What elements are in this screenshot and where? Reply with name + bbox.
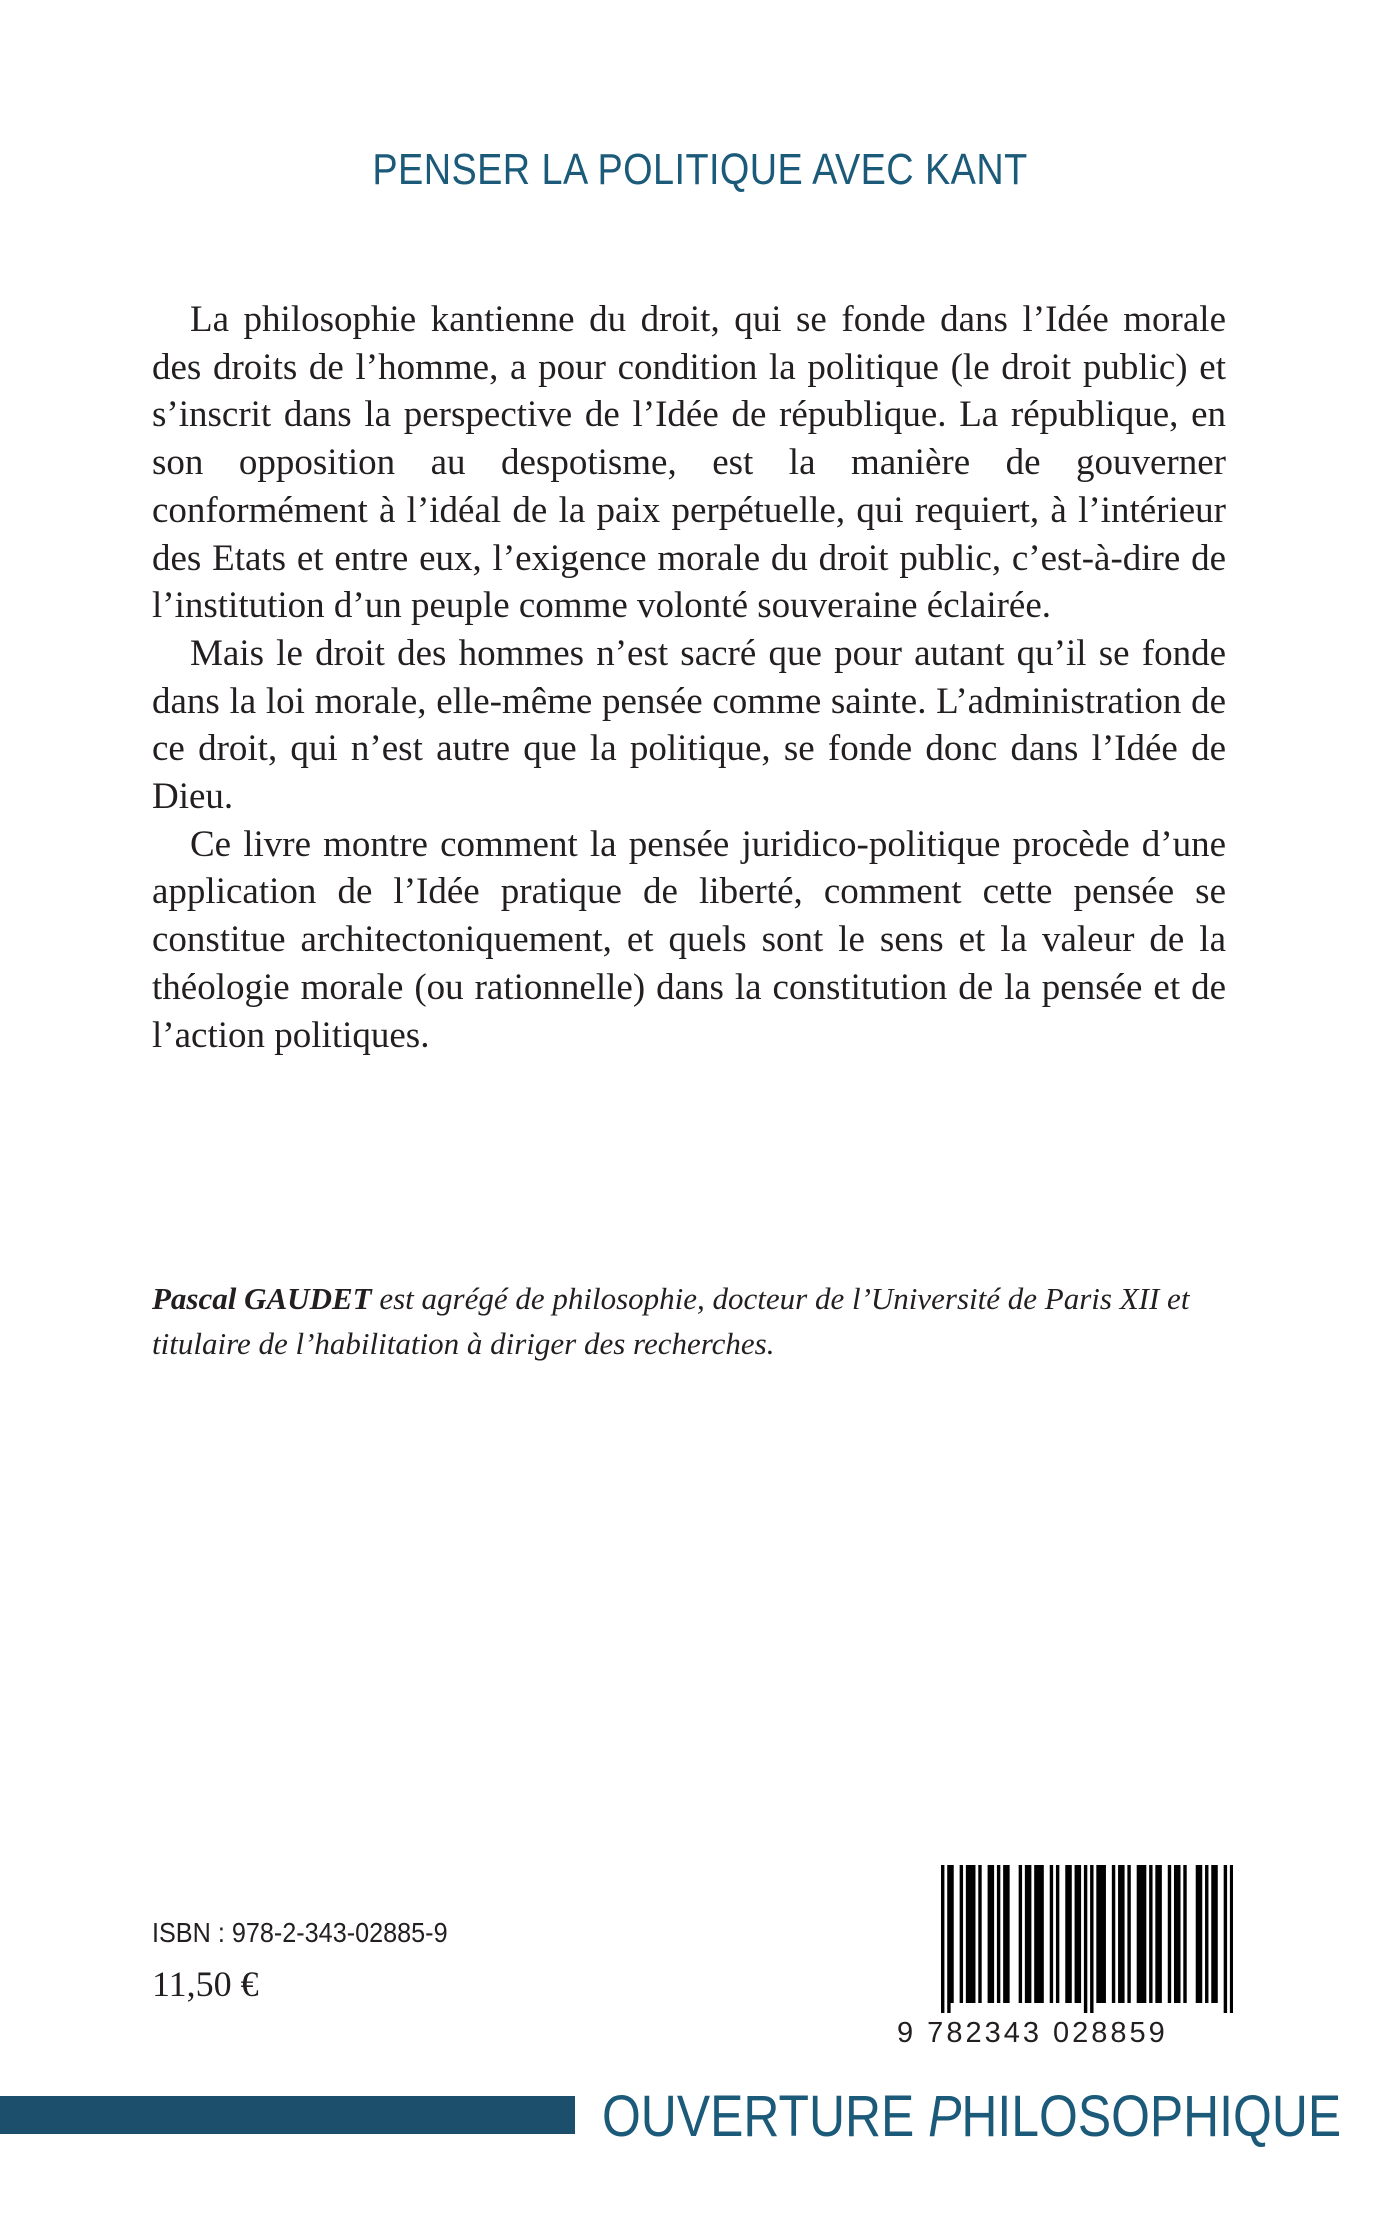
barcode-bar (1065, 1865, 1068, 2003)
barcode-bar (1099, 1865, 1102, 2003)
barcode-bar (1149, 1865, 1152, 2003)
barcode-bar (1068, 1865, 1071, 2003)
barcode-bar (1174, 1865, 1177, 2003)
barcode-bar (1168, 1865, 1171, 2003)
barcode-bar (1103, 1865, 1106, 2003)
collection-name-italic: P (928, 2084, 962, 2149)
barcode-bar (1050, 1865, 1053, 2003)
barcode-bar (1112, 1865, 1115, 2003)
barcode-bar (1121, 1865, 1124, 2003)
barcode-bar (1127, 1865, 1130, 2003)
collection-name-suffix: HILOSOPHIQUE (961, 2084, 1342, 2149)
collection-name (602, 2083, 1341, 2150)
back-cover-blurb (152, 296, 1226, 1059)
barcode-bar (1019, 1865, 1022, 2003)
barcode-bar (1078, 1865, 1081, 2003)
barcode-bar (1205, 1865, 1208, 2003)
barcode-bar (1224, 1865, 1227, 2013)
barcode-bar (1006, 1865, 1009, 2003)
price: 11,50 € (152, 1964, 259, 2004)
barcode-bar (1137, 1865, 1140, 2003)
barcode-icon (941, 1865, 1233, 2013)
barcode-bar (1143, 1865, 1146, 2003)
barcode-bar (1075, 1865, 1078, 2003)
barcode-bar (1155, 1865, 1158, 2003)
barcode-bar (1096, 1865, 1099, 2003)
barcode-bar (950, 1865, 953, 2003)
barcode-bar (1090, 1865, 1093, 2013)
barcode-bar (1118, 1865, 1121, 2003)
author-name: Pascal GAUDET (152, 1281, 372, 1316)
blurb-paragraph: La philosophie kantienne du droit, qui se fonde dans l’Idée morale des droits de l’homme, a pour condition la politique (le droit public) et s’inscrit dans la perspective de l’Idée de république. La république, en son opposition au despotisme, est la manière de gouverner conformément à l’idéal de la paix perpétuelle, qui requiert, à l’intérieur des Etats et entre eux, l’exigence morale du droit public, c’est-à-dire de l’institution d’un peuple comme volonté souveraine éclairée. (152, 299, 1226, 627)
barcode-bar (1037, 1865, 1040, 2003)
barcode-bar (1034, 1865, 1037, 2003)
barcode-bar (1211, 1865, 1214, 2003)
barcode-bar (1003, 1865, 1006, 2003)
barcode-bar (978, 1865, 981, 2003)
barcode-bar (1158, 1865, 1161, 2003)
barcode-bar (1214, 1865, 1217, 2003)
blurb-paragraph: Ce livre montre comment la pensée juridico-politique procède d’une application de l’Idée pratique de liberté, comment cette pensée se constitue architectoniquement, et quels sont le sens et la valeur de la théologie morale (ou rationnelle) dans la constitution de la pensée et de l’action politiques. (152, 823, 1226, 1056)
barcode-bar (966, 1865, 969, 2003)
barcode-bar (969, 1865, 972, 2003)
book-title: PENSER LA POLITIQUE AVEC KANT (372, 145, 1028, 194)
barcode-bar (1183, 1865, 1186, 2003)
barcode-bar (1025, 1865, 1028, 2003)
barcode-bar (1084, 1865, 1087, 2013)
collection-bar (0, 2096, 575, 2134)
blurb-paragraph: Mais le droit des hommes n’est sacré que pour autant qu’il se fonde dans la loi morale, elle-même pensée comme sainte. L’administration de ce droit, qui n’est autre que la politique, se fonde donc dans l’Idée de Dieu. (152, 632, 1226, 818)
barcode-bar (988, 1865, 991, 2003)
barcode-bar (991, 1865, 994, 2003)
collection-name-prefix: OUVERTURE (602, 2084, 929, 2149)
barcode-bar (960, 1865, 963, 2003)
barcode-bar (997, 1865, 1000, 2003)
barcode-bar (941, 1865, 944, 2013)
barcode-bar (1140, 1865, 1143, 2003)
isbn: ISBN : 978-2-343-02885-9 (152, 1917, 448, 1948)
barcode-bar (972, 1865, 975, 2003)
barcode-bar (1040, 1865, 1043, 2003)
barcode-bar (1028, 1865, 1031, 2003)
barcode-bar (1056, 1865, 1059, 2003)
author-bio (152, 1276, 1242, 1366)
barcode-bar (1230, 1865, 1233, 2013)
author-bio-text: est agrégé de philosophie, docteur de l’Université de Paris XII et titulaire de l’habilitation à diriger des recherches. (152, 1281, 1190, 1361)
barcode-digits: 9 782343 028859 (897, 2017, 1168, 2049)
barcode-bar (1177, 1865, 1180, 2003)
barcode-bar (1196, 1865, 1199, 2003)
barcode-bar (947, 1865, 950, 2013)
barcode-bar (1199, 1865, 1202, 2003)
